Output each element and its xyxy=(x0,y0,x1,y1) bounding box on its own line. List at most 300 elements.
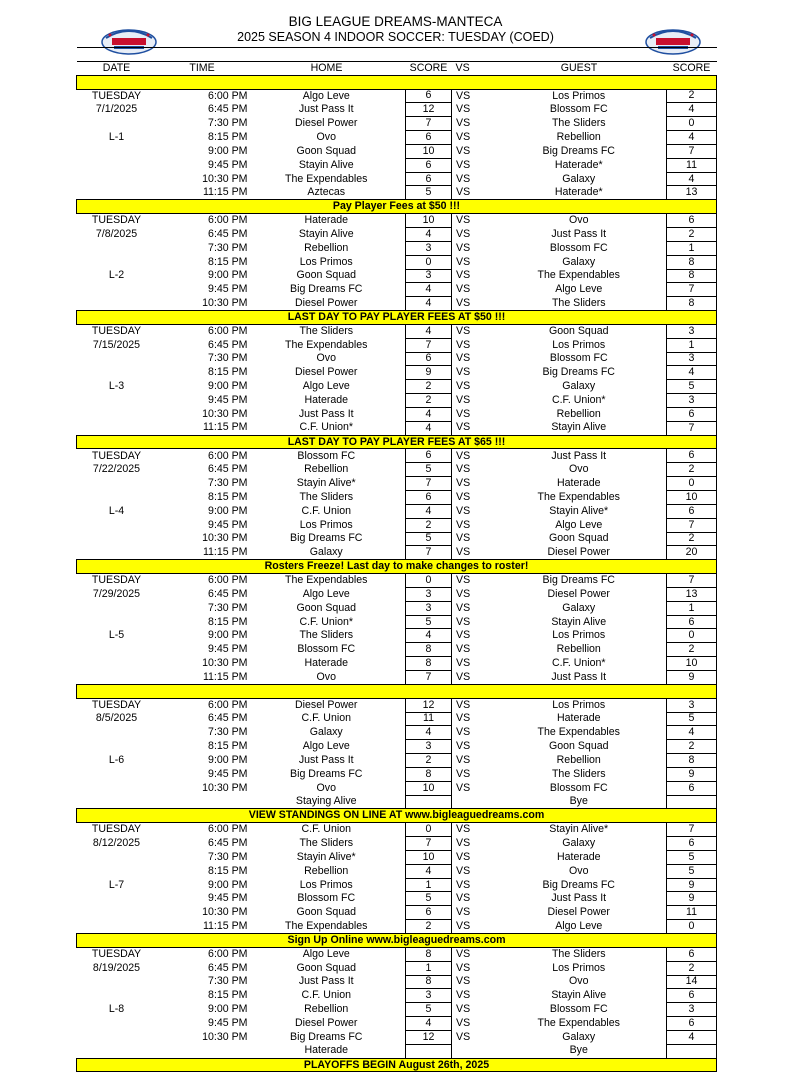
home-score: 0 xyxy=(406,255,452,269)
game-time: 10:30 PM xyxy=(202,407,248,420)
guest-score: 0 xyxy=(667,477,717,491)
guest-team: Diesel Power xyxy=(547,587,610,600)
game-date: L-3 xyxy=(108,380,125,393)
vs-label: VS xyxy=(456,214,471,227)
guest-team: Algo Leve xyxy=(555,518,603,531)
guest-score: 14 xyxy=(667,975,717,989)
game-date xyxy=(77,144,157,158)
home-score: 12 xyxy=(406,698,452,712)
game-date: L-8 xyxy=(108,1003,125,1016)
home-team: Haterade xyxy=(304,1044,349,1057)
guest-score xyxy=(667,1044,717,1058)
game-row xyxy=(77,297,717,311)
home-team: Goon Squad xyxy=(296,961,356,974)
guest-score: 1 xyxy=(667,601,717,615)
game-time: 9:45 PM xyxy=(208,283,248,296)
vs-label: VS xyxy=(456,269,471,282)
guest-score: 7 xyxy=(667,574,717,588)
home-score: 7 xyxy=(406,477,452,491)
home-team: Blossom FC xyxy=(297,892,356,905)
page-title: BIG LEAGUE DREAMS-MANTECA xyxy=(288,14,503,29)
vs-label: VS xyxy=(456,740,471,753)
game-row xyxy=(77,989,717,1003)
banner-text: VIEW STANDINGS ON LINE AT www.bigleaguedreams.com xyxy=(77,809,717,823)
guest-team: Big Dreams FC xyxy=(542,366,615,379)
top-rule xyxy=(77,48,717,62)
game-date xyxy=(77,601,157,615)
home-score: 8 xyxy=(406,975,452,989)
guest-score: 6 xyxy=(667,837,717,851)
game-row xyxy=(77,366,717,380)
home-team: The Sliders xyxy=(299,490,354,503)
home-score: 2 xyxy=(406,380,452,394)
home-team: C.F. Union xyxy=(301,712,351,725)
game-date xyxy=(77,989,157,1003)
home-score: 1 xyxy=(406,878,452,892)
guest-score: 4 xyxy=(667,172,717,186)
banner-text: Pay Player Fees at $50 !!! xyxy=(77,200,717,214)
banner-row xyxy=(77,311,717,325)
game-time: 7:30 PM xyxy=(208,477,248,490)
game-time: 6:00 PM xyxy=(208,214,248,227)
vs-label: VS xyxy=(456,864,471,877)
game-time: 10:30 PM xyxy=(202,296,248,309)
game-date xyxy=(77,158,157,172)
guest-score: 2 xyxy=(667,961,717,975)
home-score: 10 xyxy=(406,214,452,228)
vs-label: VS xyxy=(456,823,471,836)
game-date xyxy=(77,407,157,421)
game-time: 6:45 PM xyxy=(208,587,248,600)
guest-score: 4 xyxy=(667,131,717,145)
column-header-time: TIME xyxy=(157,61,248,75)
home-score: 8 xyxy=(406,643,452,657)
vs-label: VS xyxy=(456,255,471,268)
home-score: 9 xyxy=(406,366,452,380)
game-date xyxy=(77,892,157,906)
guest-score: 6 xyxy=(667,214,717,228)
vs-label: VS xyxy=(456,380,471,393)
game-time: 7:30 PM xyxy=(208,117,248,130)
home-score: 6 xyxy=(406,158,452,172)
home-team: Blossom FC xyxy=(297,449,356,462)
guest-score: 9 xyxy=(667,892,717,906)
home-score: 6 xyxy=(406,352,452,366)
game-row xyxy=(77,1044,717,1058)
game-row xyxy=(77,740,717,754)
home-score: 5 xyxy=(406,1003,452,1017)
vs-label: VS xyxy=(456,144,471,157)
game-row xyxy=(77,657,717,671)
game-date: L-4 xyxy=(108,504,125,517)
guest-score: 20 xyxy=(667,546,717,560)
banner-text: LAST DAY TO PAY PLAYER FEES AT $65 !!! xyxy=(77,435,717,449)
guest-score: 6 xyxy=(667,407,717,421)
guest-team: Big Dreams FC xyxy=(542,574,615,587)
vs-label: VS xyxy=(456,89,471,102)
game-date: TUESDAY xyxy=(91,325,142,338)
banner-row xyxy=(77,200,717,214)
game-row xyxy=(77,781,717,795)
home-team: Algo Leve xyxy=(302,740,350,753)
game-row xyxy=(77,767,717,781)
guest-score: 2 xyxy=(667,532,717,546)
home-team: Just Pass It xyxy=(298,103,354,116)
guest-score: 7 xyxy=(667,823,717,837)
game-time: 8:15 PM xyxy=(208,366,248,379)
home-team: The Expendables xyxy=(285,338,368,351)
game-date xyxy=(77,906,157,920)
game-date xyxy=(77,186,157,200)
vs-label: VS xyxy=(456,490,471,503)
banner-row xyxy=(77,809,717,823)
vs-label: VS xyxy=(456,172,471,185)
game-row xyxy=(77,850,717,864)
game-row xyxy=(77,892,717,906)
game-time: 10:30 PM xyxy=(202,1030,248,1043)
game-date xyxy=(77,491,157,505)
guest-score: 0 xyxy=(667,117,717,131)
guest-score xyxy=(667,795,717,809)
game-date: TUESDAY xyxy=(91,449,142,462)
game-row xyxy=(77,172,717,186)
vs-label: VS xyxy=(456,892,471,905)
column-header-vs: VS xyxy=(452,61,492,75)
guest-team: Blossom FC xyxy=(549,103,608,116)
vs-label: VS xyxy=(456,463,471,476)
guest-score: 5 xyxy=(667,864,717,878)
game-date xyxy=(77,172,157,186)
vs-label: VS xyxy=(456,394,471,407)
game-date xyxy=(77,670,157,684)
guest-score: 10 xyxy=(667,491,717,505)
game-row xyxy=(77,726,717,740)
guest-score: 4 xyxy=(667,726,717,740)
guest-team: C.F. Union* xyxy=(551,394,606,407)
guest-score: 6 xyxy=(667,615,717,629)
vs-label: VS xyxy=(456,532,471,545)
guest-score: 11 xyxy=(667,158,717,172)
column-header-row xyxy=(77,61,717,75)
guest-team: Ovo xyxy=(569,214,589,227)
game-time: 6:45 PM xyxy=(208,338,248,351)
game-date xyxy=(77,1017,157,1031)
banner-text: PLAYOFFS BEGIN August 26th, 2025 xyxy=(77,1058,717,1072)
home-score: 2 xyxy=(406,754,452,768)
game-time: 8:15 PM xyxy=(208,490,248,503)
game-date xyxy=(77,975,157,989)
guest-team: Rebellion xyxy=(556,130,601,143)
game-date: 7/22/2025 xyxy=(92,463,141,476)
guest-team: Galaxy xyxy=(562,837,596,850)
game-time: 7:30 PM xyxy=(208,850,248,863)
home-team: C.F. Union* xyxy=(299,421,354,434)
home-score: 11 xyxy=(406,712,452,726)
game-row xyxy=(77,283,717,297)
guest-team: Haterade xyxy=(556,712,601,725)
game-date xyxy=(77,615,157,629)
guest-team: Los Primos xyxy=(552,698,606,711)
guest-team: The Expendables xyxy=(537,490,620,503)
vs-label xyxy=(452,1044,492,1058)
guest-team: Goon Squad xyxy=(549,740,609,753)
banner-text xyxy=(77,75,717,89)
guest-team: Algo Leve xyxy=(555,919,603,932)
home-team: Galaxy xyxy=(309,726,343,739)
vs-label: VS xyxy=(456,850,471,863)
game-time: 6:00 PM xyxy=(208,574,248,587)
vs-label: VS xyxy=(456,712,471,725)
game-date: 8/12/2025 xyxy=(92,837,141,850)
game-time: 7:30 PM xyxy=(208,352,248,365)
guest-score: 7 xyxy=(667,518,717,532)
guest-team: Ovo xyxy=(569,463,589,476)
guest-team: Stayin Alive xyxy=(551,421,607,434)
game-date xyxy=(77,366,157,380)
home-score: 5 xyxy=(406,532,452,546)
home-score: 4 xyxy=(406,407,452,421)
game-row xyxy=(77,158,717,172)
home-score: 7 xyxy=(406,670,452,684)
guest-team: Stayin Alive xyxy=(551,989,607,1002)
home-team: The Sliders xyxy=(299,837,354,850)
vs-label: VS xyxy=(456,657,471,670)
vs-label: VS xyxy=(456,989,471,1002)
banner-row xyxy=(77,684,717,698)
game-date: TUESDAY xyxy=(91,89,142,102)
game-row xyxy=(77,698,717,712)
banner-row xyxy=(77,75,717,89)
game-row xyxy=(77,532,717,546)
home-score: 3 xyxy=(406,269,452,283)
game-row xyxy=(77,795,717,809)
game-row xyxy=(77,712,717,726)
game-date xyxy=(77,394,157,408)
game-time: 6:45 PM xyxy=(208,463,248,476)
guest-score: 2 xyxy=(667,643,717,657)
game-row xyxy=(77,89,717,103)
game-row xyxy=(77,103,717,117)
guest-team: The Sliders xyxy=(551,767,606,780)
guest-team: Ovo xyxy=(569,975,589,988)
vs-label: VS xyxy=(456,366,471,379)
guest-score: 0 xyxy=(667,920,717,934)
game-row xyxy=(77,407,717,421)
home-score: 3 xyxy=(406,587,452,601)
guest-team: The Expendables xyxy=(537,726,620,739)
home-team: Diesel Power xyxy=(295,296,358,309)
home-score: 8 xyxy=(406,657,452,671)
game-date: TUESDAY xyxy=(91,214,142,227)
game-time: 6:00 PM xyxy=(208,948,248,961)
home-score: 7 xyxy=(406,546,452,560)
game-row xyxy=(77,504,717,518)
banner-row xyxy=(77,1058,717,1072)
vs-label: VS xyxy=(456,338,471,351)
vs-label: VS xyxy=(456,961,471,974)
game-date: L-7 xyxy=(108,878,125,891)
guest-team: Los Primos xyxy=(552,89,606,102)
home-team: Diesel Power xyxy=(295,698,358,711)
home-score: 7 xyxy=(406,837,452,851)
game-date xyxy=(77,850,157,864)
schedule-table xyxy=(76,47,717,1072)
home-score: 2 xyxy=(406,394,452,408)
home-team: Stayin Alive* xyxy=(296,850,356,863)
guest-score: 6 xyxy=(667,989,717,1003)
home-score: 4 xyxy=(406,227,452,241)
game-time xyxy=(157,1044,248,1058)
home-score: 12 xyxy=(406,1030,452,1044)
banner-row xyxy=(77,934,717,948)
banner-text: Sign Up Online www.bigleaguedreams.com xyxy=(77,934,717,948)
game-date: L-6 xyxy=(108,753,125,766)
guest-team: Los Primos xyxy=(552,961,606,974)
guest-team: Just Pass It xyxy=(551,670,607,683)
vs-label: VS xyxy=(456,587,471,600)
home-score: 6 xyxy=(406,89,452,103)
game-row xyxy=(77,878,717,892)
home-team: Ovo xyxy=(316,781,336,794)
game-date xyxy=(77,1044,157,1058)
home-team: Ovo xyxy=(316,670,336,683)
home-score: 4 xyxy=(406,629,452,643)
home-team: Big Dreams FC xyxy=(290,1030,363,1043)
home-team: Rebellion xyxy=(304,864,349,877)
game-row xyxy=(77,324,717,338)
home-team: Haterade xyxy=(304,394,349,407)
home-team: C.F. Union* xyxy=(299,615,354,628)
column-header-guest-score: SCORE xyxy=(667,61,717,75)
guest-team: The Sliders xyxy=(551,948,606,961)
game-time: 9:00 PM xyxy=(208,629,248,642)
vs-label: VS xyxy=(456,352,471,365)
game-row xyxy=(77,754,717,768)
game-time: 6:00 PM xyxy=(208,449,248,462)
game-time: 9:45 PM xyxy=(208,892,248,905)
home-score xyxy=(406,1044,452,1058)
guest-score: 4 xyxy=(667,1030,717,1044)
guest-score: 1 xyxy=(667,241,717,255)
game-time: 11:15 PM xyxy=(202,421,248,434)
game-time: 9:00 PM xyxy=(208,504,248,517)
guest-team: Stayin Alive xyxy=(551,615,607,628)
banner-text: LAST DAY TO PAY PLAYER FEES AT $50 !!! xyxy=(77,311,717,325)
guest-team: Haterade xyxy=(556,850,601,863)
guest-score: 6 xyxy=(667,449,717,463)
vs-label: VS xyxy=(456,546,471,559)
home-score: 4 xyxy=(406,504,452,518)
home-team: C.F. Union xyxy=(301,989,351,1002)
guest-team: Galaxy xyxy=(562,601,596,614)
game-time: 9:45 PM xyxy=(208,518,248,531)
vs-label: VS xyxy=(456,878,471,891)
vs-label: VS xyxy=(456,130,471,143)
vs-label: VS xyxy=(456,407,471,420)
game-time: 10:30 PM xyxy=(202,781,248,794)
vs-label: VS xyxy=(456,975,471,988)
guest-team: Blossom FC xyxy=(549,352,608,365)
game-time: 6:45 PM xyxy=(208,961,248,974)
game-date xyxy=(77,283,157,297)
guest-team: The Sliders xyxy=(551,117,606,130)
game-row xyxy=(77,546,717,560)
home-score: 5 xyxy=(406,892,452,906)
guest-score: 13 xyxy=(667,587,717,601)
game-time: 9:45 PM xyxy=(208,643,248,656)
home-score: 7 xyxy=(406,338,452,352)
game-row xyxy=(77,864,717,878)
game-date: L-1 xyxy=(108,130,125,143)
column-header-date: DATE xyxy=(77,61,157,75)
game-time: 10:30 PM xyxy=(202,532,248,545)
home-team: Goon Squad xyxy=(296,906,356,919)
game-time: 6:45 PM xyxy=(208,837,248,850)
game-row xyxy=(77,131,717,145)
vs-label: VS xyxy=(456,1003,471,1016)
game-date xyxy=(77,864,157,878)
vs-label: VS xyxy=(456,186,471,199)
game-row xyxy=(77,449,717,463)
vs-label xyxy=(452,795,492,809)
game-date: 7/29/2025 xyxy=(92,587,141,600)
guest-team: Goon Squad xyxy=(549,532,609,545)
guest-team: Los Primos xyxy=(552,338,606,351)
guest-team: Blossom FC xyxy=(549,241,608,254)
vs-label: VS xyxy=(456,670,471,683)
home-team: Stayin Alive* xyxy=(296,477,356,490)
home-score: 12 xyxy=(406,103,452,117)
vs-label: VS xyxy=(456,241,471,254)
home-team: Just Pass It xyxy=(298,753,354,766)
game-time: 6:45 PM xyxy=(208,227,248,240)
guest-team: C.F. Union* xyxy=(551,657,606,670)
game-row xyxy=(77,1030,717,1044)
guest-score: 5 xyxy=(667,380,717,394)
guest-team: Rebellion xyxy=(556,407,601,420)
game-time: 9:45 PM xyxy=(208,158,248,171)
game-row xyxy=(77,643,717,657)
game-time: 7:30 PM xyxy=(208,241,248,254)
guest-team: Blossom FC xyxy=(549,781,608,794)
game-time: 8:15 PM xyxy=(208,989,248,1002)
game-row xyxy=(77,214,717,228)
guest-team: Diesel Power xyxy=(547,906,610,919)
game-date xyxy=(77,1030,157,1044)
vs-label: VS xyxy=(456,698,471,711)
guest-score: 0 xyxy=(667,629,717,643)
vs-label: VS xyxy=(456,227,471,240)
home-score: 6 xyxy=(406,131,452,145)
guest-score: 3 xyxy=(667,324,717,338)
home-team: Staying Alive xyxy=(295,795,357,808)
home-score: 10 xyxy=(406,144,452,158)
game-time: 9:00 PM xyxy=(208,144,248,157)
home-team: Big Dreams FC xyxy=(290,283,363,296)
home-score: 7 xyxy=(406,117,452,131)
guest-team: Bye xyxy=(569,795,588,808)
vs-label: VS xyxy=(456,726,471,739)
banner-text: Rosters Freeze! Last day to make changes to roster! xyxy=(77,560,717,574)
vs-label: VS xyxy=(456,1016,471,1029)
game-date: TUESDAY xyxy=(91,948,142,961)
game-date xyxy=(77,477,157,491)
vs-label: VS xyxy=(456,296,471,309)
game-time: 6:00 PM xyxy=(208,823,248,836)
home-score: 0 xyxy=(406,823,452,837)
vs-label: VS xyxy=(456,518,471,531)
guest-team: The Expendables xyxy=(537,269,620,282)
